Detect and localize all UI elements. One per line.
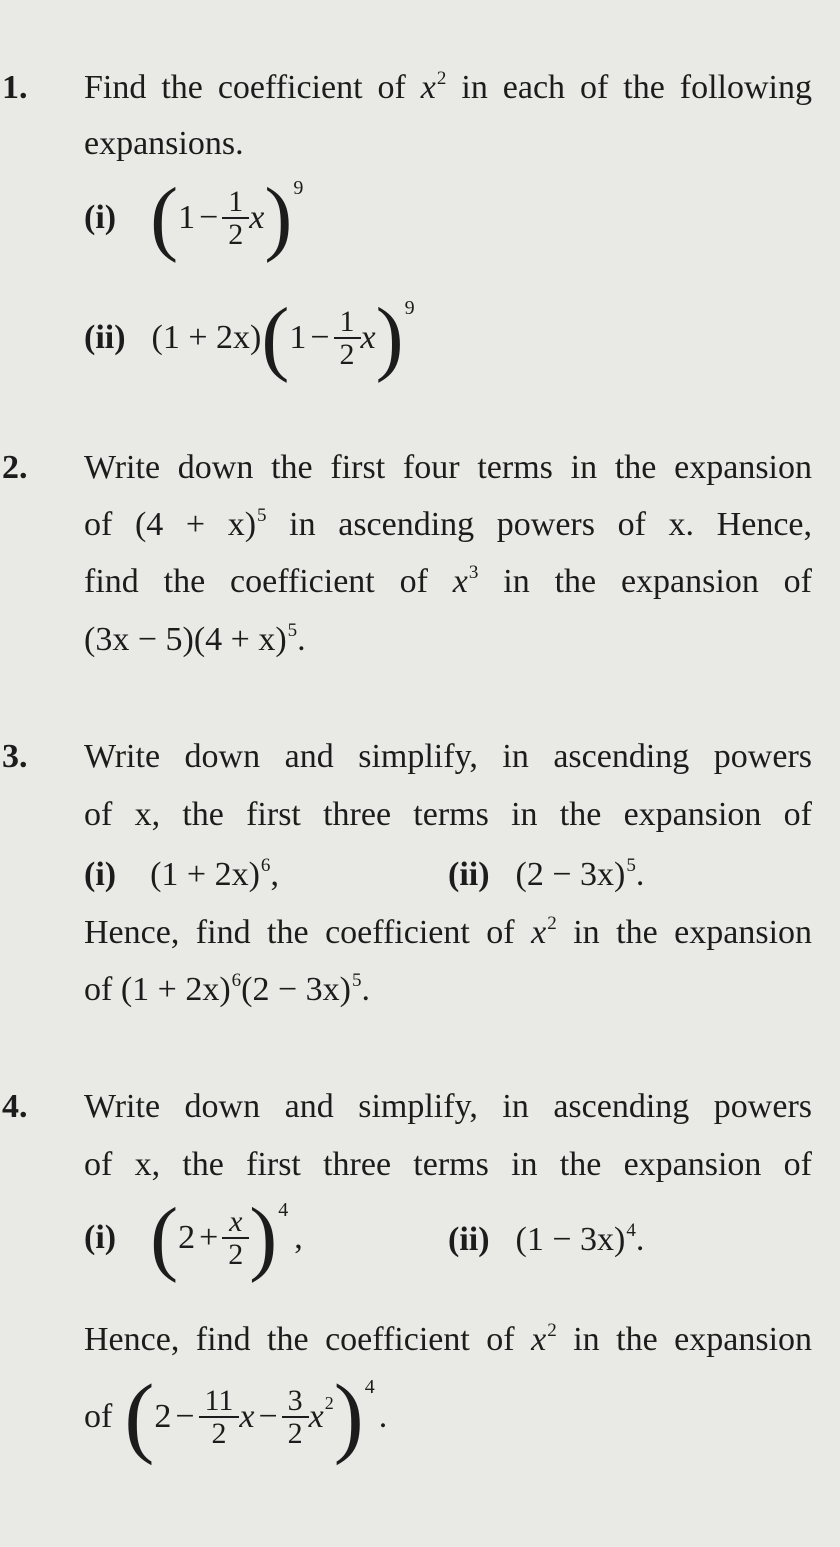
q1-line-1: Find the coefficient of $x^2$ in each of the following [84, 67, 813, 106]
q3-line-2: of x, the first three terms in the expansion of [84, 796, 812, 833]
q4-line-2: of x, the first three terms in the expansion of [84, 1146, 812, 1183]
q2-line-2: of $(4 + x)^5$ in ascending powers of x. Hence, [84, 504, 812, 543]
q1-ii-label: (ii) [84, 319, 126, 356]
question-number-4: 4. [2, 1088, 28, 1125]
q2-line-4: $(3x - 5)(4 + x)^5$. [84, 619, 306, 658]
q3-line-3-ii: (ii) $(2 - 3x)^5$. [448, 854, 645, 893]
question-number-2: 2. [2, 449, 28, 486]
q3-line-5: of $(1 + 2x)^6(2 - 3x)^5$. [84, 969, 371, 1008]
q1-part-i: (i) ( 1 − $\frac{1}{2}$ x ) 9 [84, 171, 304, 264]
q3-line-3: (i) $(1 + 2x)^6$, [84, 854, 279, 893]
q1-line-2: expansions. [84, 125, 244, 162]
q4-fraction-1: $\frac{11}{2}$ [202, 1385, 237, 1450]
q1-ii-fraction: $\frac{1}{2}$ [337, 306, 358, 371]
q2-line-3: find the coefficient of $x^3$ in the expansion of [84, 561, 812, 600]
q4-line-1: Write down and simplify, in ascending powers [84, 1088, 812, 1125]
q4-fraction-2: $\frac{3}{2}$ [285, 1385, 306, 1450]
question-number-3: 3. [2, 738, 28, 775]
q2-line-1: Write down the first four terms in the expansion [84, 449, 812, 486]
q1-part-ii: (ii) (1 + 2x) ( 1 − $\frac{1}{2}$ x ) 9 [84, 291, 415, 384]
q1-i-fraction: $\frac{1}{2}$ [225, 186, 246, 251]
q3-line-4: Hence, find the coefficient of $x^2$ in the expansion [84, 912, 813, 951]
question-number-1: 1. [2, 69, 28, 106]
q4-line-4: Hence, find the coefficient of $x^2$ in the expansion [84, 1319, 813, 1358]
q4-i-fraction: $\frac{x}{2}$ [225, 1206, 246, 1271]
q4-final-expression: of ( 2 − $\frac{11}{2}$ x − $\frac{3}{2}$ x 2 ) 4 . [84, 1367, 388, 1466]
q1-i-label: (i) [84, 199, 117, 236]
q3-line-1: Write down and simplify, in ascending powers [84, 738, 812, 775]
q4-part-ii: (ii) $(1 - 3x)^4$. [448, 1219, 645, 1258]
q4-part-i: (i) ( 2 + $\frac{x}{2}$ ) 4 , [84, 1191, 303, 1284]
